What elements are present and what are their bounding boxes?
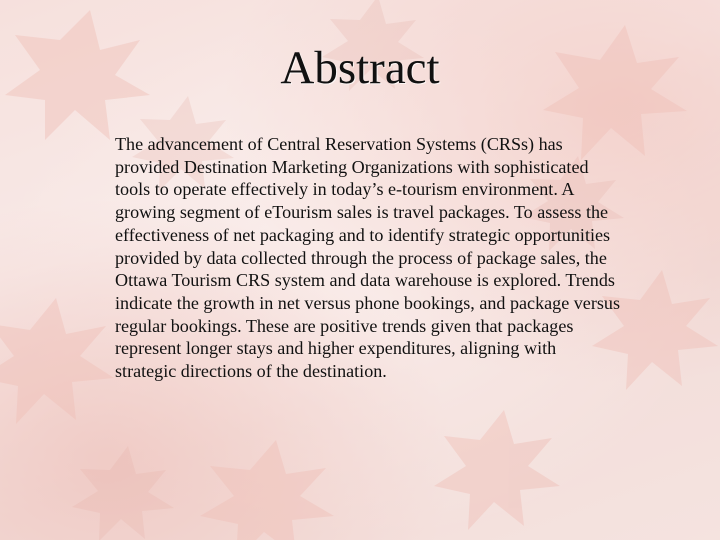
abstract-text: The advancement of Central Reservation Systems (CRSs) has provided Destination Marketing Organizations with sophisticated tools to operate effectively in today’s e-tourism environment. A growing segment of eTourism sales is travel packages. To assess the effectiveness of net packaging and to identify strategic opportunities provided by data collected through the process of package sales, the Ottawa Tourism CRS system and data warehouse is explored. Trends indicate the growth in net versus phone bookings, and package versus regular bookings. These are positive trends given that packages represent longer stays and higher expenditures, aligning with strategic directions of the destination.	[115, 134, 620, 382]
slide-title: Abstract	[280, 42, 440, 94]
